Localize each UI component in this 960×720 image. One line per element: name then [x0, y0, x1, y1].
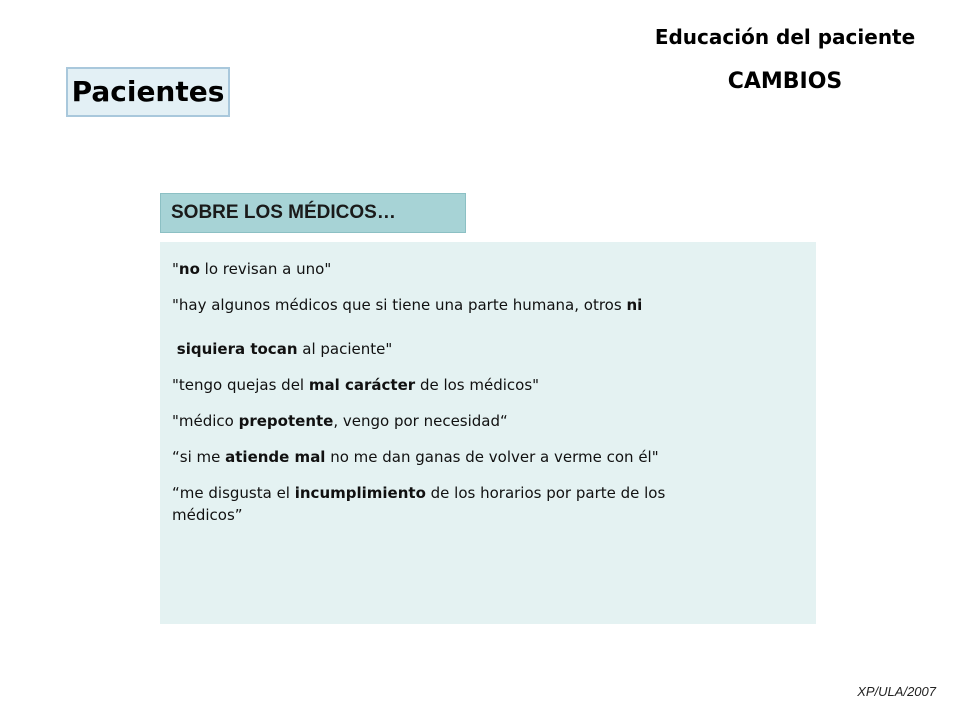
quotes-panel: [160, 242, 816, 624]
header-subtitle: CAMBIOS: [727, 69, 843, 94]
quote-segment: “si me: [172, 448, 226, 466]
patient-quote: [172, 258, 806, 280]
patient-quote: [172, 294, 806, 360]
quote-segment: "hay algunos médicos que si tiene una parte humana, otros: [172, 296, 627, 314]
quote-segment-bold: prepotente: [238, 412, 334, 430]
quote-segment: "tengo quejas del: [172, 376, 309, 394]
header-title: Educación del paciente: [654, 25, 916, 49]
quote-segment: de los médicos": [415, 376, 540, 394]
patient-quote: [172, 446, 806, 468]
quote-segment: lo revisan a uno": [199, 260, 332, 278]
quote-segment: ": [172, 260, 179, 278]
patient-quote: [172, 374, 806, 396]
quote-segment: al paciente": [297, 340, 393, 358]
quote-segment: de los horarios por parte de los médicos”: [172, 484, 666, 524]
quote-segment: , vengo por necesidad“: [333, 412, 508, 430]
quote-segment: "médico: [172, 412, 239, 430]
quote-segment-bold: incumplimiento: [294, 484, 426, 502]
section-label-box: Pacientes: [66, 67, 230, 117]
quote-segment-bold: siquiera tocan: [176, 340, 298, 358]
quote-segment: no me dan ganas de volver a verme con él": [325, 448, 659, 466]
quote-segment-bold: mal carácter: [308, 376, 416, 394]
patient-quote: [172, 410, 806, 432]
quote-segment-bold: atiende mal: [225, 448, 326, 466]
quote-segment: “me disgusta el: [172, 484, 295, 502]
quote-segment-bold: ni: [626, 296, 643, 314]
footer-credit: XP/ULA/2007: [857, 684, 936, 699]
topic-heading-box: SOBRE LOS MÉDICOS…: [160, 193, 466, 233]
patient-quote: [172, 482, 806, 526]
quote-segment-bold: no: [178, 260, 200, 278]
